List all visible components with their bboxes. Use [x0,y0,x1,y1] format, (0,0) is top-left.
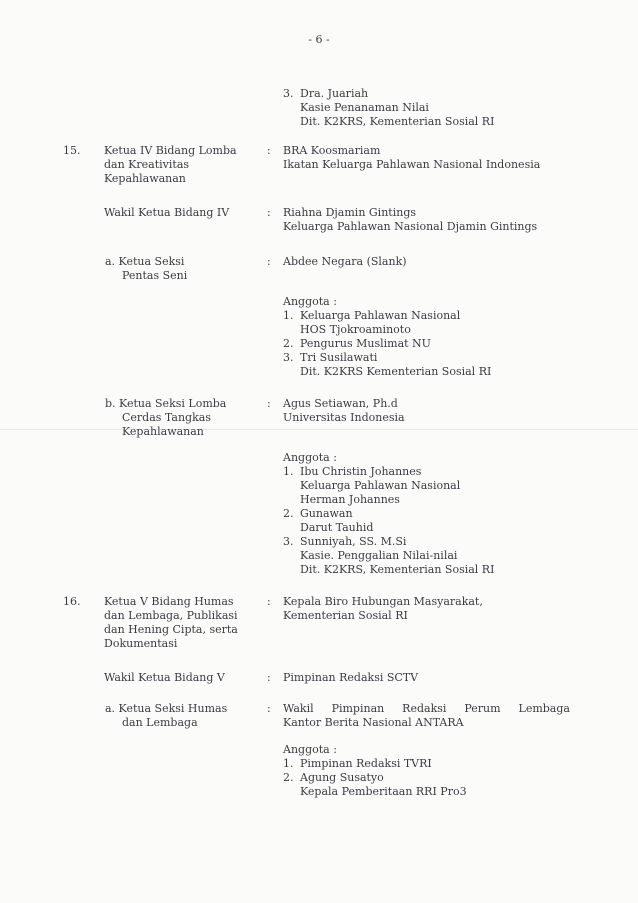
member-name: Agung Susatyo [300,771,384,784]
member-detail: Herman Johannes [300,493,400,506]
role-holder-detail: Keluarga Pahlawan Nasional Djamin Gintings [283,220,538,233]
subrole-title: a. Ketua Seksi Humas [105,702,228,715]
role-title: dan Hening Cipta, serta [104,623,238,636]
role-title: dan Kreativitas [104,158,190,171]
member-detail: Kasie Penanaman Nilai [300,101,429,114]
colon-separator: : [267,144,271,157]
role-holder-word: Wakil [283,702,314,715]
member-detail: Keluarga Pahlawan Nasional [300,479,461,492]
member-name: Sunniyah, SS. M.Si [300,535,407,548]
role-holder-word: Pimpinan [331,702,385,715]
role-holder-detail: Ikatan Keluarga Pahlawan Nasional Indonesia [283,158,541,171]
list-item-number: 2. [283,507,294,520]
list-item-number: 3. [283,535,294,548]
subrole-title: a. Ketua Seksi [105,255,185,268]
page-number: - 6 - [308,33,330,46]
list-item-number: 1. [283,757,294,770]
role-holder: Riahna Djamin Gintings [283,206,416,219]
list-item-number: 1. [283,309,294,322]
role-holder-detail: Kementerian Sosial RI [283,609,408,622]
list-item-number: 2. [283,771,294,784]
anggota-label: Anggota : [283,743,337,756]
role-title: Wakil Ketua Bidang IV [104,206,230,219]
colon-separator: : [267,255,271,268]
section-number: 15. [63,144,81,157]
role-holder: Pimpinan Redaksi SCTV [283,671,419,684]
member-detail: Kepala Pemberitaan RRI Pro3 [300,785,467,798]
role-holder-detail: Kantor Berita Nasional ANTARA [283,716,464,729]
paper-fold-line [0,429,638,430]
role-title: Dokumentasi [104,637,178,650]
member-name: Pimpinan Redaksi TVRI [300,757,432,770]
section-number: 16. [63,595,81,608]
role-holder: BRA Koosmariam [283,144,381,157]
member-detail: Dit. K2KRS, Kementerian Sosial RI [300,115,495,128]
anggota-label: Anggota : [283,295,337,308]
list-item-number: 3. [283,351,294,364]
role-holder-word: Redaksi [402,702,447,715]
member-name: Ibu Christin Johannes [300,465,422,478]
subrole-title: Pentas Seni [122,269,188,282]
list-item-number: 3. [283,87,294,100]
role-holder-word: Lembaga [518,702,570,715]
subrole-title: Cerdas Tangkas [122,411,211,424]
role-holder [283,702,570,716]
list-item-number: 1. [283,465,294,478]
member-detail: Dit. K2KRS, Kementerian Sosial RI [300,563,495,576]
member-detail: Darut Tauhid [300,521,374,534]
role-holder: Agus Setiawan, Ph.d [283,397,398,410]
colon-separator: : [267,671,271,684]
member-detail: Kasie. Penggalian Nilai-nilai [300,549,458,562]
colon-separator: : [267,595,271,608]
colon-separator: : [267,397,271,410]
colon-separator: : [267,206,271,219]
role-title: dan Lembaga, Publikasi [104,609,238,622]
colon-separator: : [267,702,271,715]
member-detail: Dit. K2KRS Kementerian Sosial RI [300,365,492,378]
anggota-label: Anggota : [283,451,337,464]
subrole-title: dan Lembaga [122,716,198,729]
member-name: Gunawan [300,507,353,520]
member-name: Dra. Juariah [300,87,369,100]
role-title: Ketua IV Bidang Lomba [104,144,237,157]
role-holder-detail: Universitas Indonesia [283,411,405,424]
member-name: Pengurus Muslimat NU [300,337,431,350]
role-title: Ketua V Bidang Humas [104,595,234,608]
member-detail: HOS Tjokroaminoto [300,323,411,336]
role-title: Wakil Ketua Bidang V [104,671,225,684]
member-name: Keluarga Pahlawan Nasional [300,309,461,322]
role-holder: Abdee Negara (Slank) [283,255,407,268]
subrole-title: b. Ketua Seksi Lomba [105,397,227,410]
role-holder: Kepala Biro Hubungan Masyarakat, [283,595,483,608]
role-title: Kepahlawanan [104,172,186,185]
subrole-title: Kepahlawanan [122,425,204,438]
member-name: Tri Susilawati [300,351,378,364]
role-holder-word: Perum [464,702,501,715]
list-item-number: 2. [283,337,294,350]
